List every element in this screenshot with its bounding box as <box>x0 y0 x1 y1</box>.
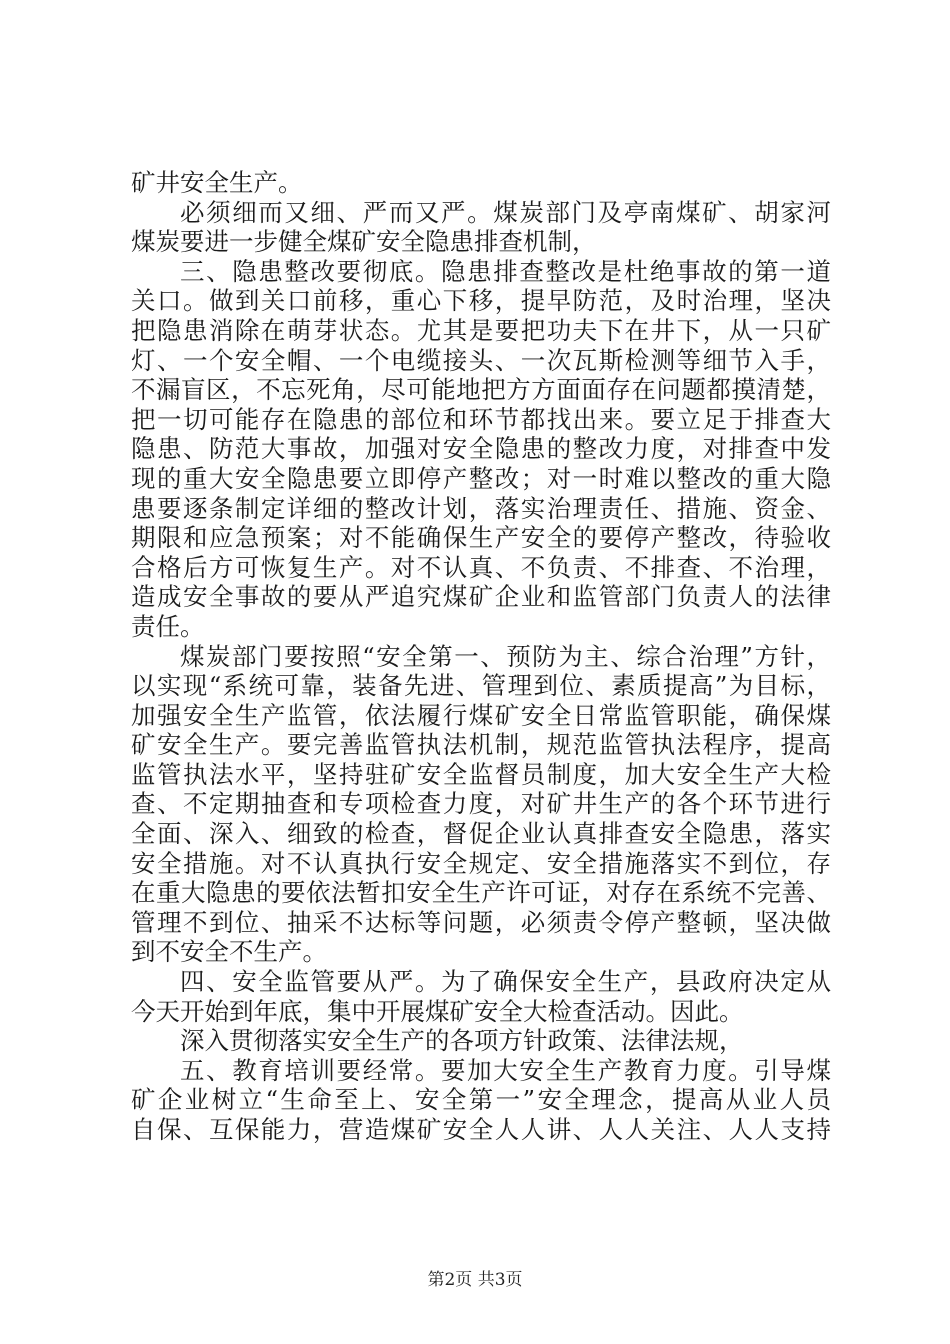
text-line: 合格后方可恢复生产。对不认真、不负责、不排查、不治理， <box>131 552 831 582</box>
text-line: 不漏盲区，不忘死角，尽可能地把方方面面存在问题都摸清楚， <box>131 375 831 405</box>
text-line: 四、安全监管要从严。为了确保安全生产，县政府决定从 <box>180 967 831 997</box>
text-line: 把隐患消除在萌芽状态。尤其是要把功夫下在井下，从一只矿 <box>131 315 831 345</box>
text-line: 以实现“系统可靠，装备先进、管理到位、素质提高”为目标， <box>131 671 831 701</box>
text-line: 在重大隐患的要依法暂扣安全生产许可证，对存在系统不完善、 <box>131 878 831 908</box>
text-line: 必须细而又细、严而又严。煤炭部门及亭南煤矿、胡家河 <box>180 197 831 227</box>
text-line: 三、隐患整改要彻底。隐患排查整改是杜绝事故的第一道 <box>180 256 831 286</box>
text-line: 今天开始到年底，集中开展煤矿安全大检查活动。因此。 <box>131 996 744 1026</box>
text-line: 关口。做到关口前移，重心下移，提早防范，及时治理，坚决 <box>131 286 831 316</box>
text-line: 监管执法水平，坚持驻矿安全监督员制度，加大安全生产大检 <box>131 759 831 789</box>
text-line: 矿安全生产。要完善监管执法机制，规范监管执法程序，提高 <box>131 730 831 760</box>
text-line: 加强安全生产监管，依法履行煤矿安全日常监管职能，确保煤 <box>131 700 831 730</box>
text-line: 管理不到位、抽采不达标等问题，必须责令停产整顿，坚决做 <box>131 907 831 937</box>
text-line: 安全措施。对不认真执行安全规定、安全措施落实不到位，存 <box>131 848 831 878</box>
text-line: 把一切可能存在隐患的部位和环节都找出来。要立足于排查大 <box>131 404 831 434</box>
text-line: 深入贯彻落实安全生产的各项方针政策、法律法规， <box>180 1026 744 1056</box>
text-line: 煤炭要进一步健全煤矿安全隐患排查机制， <box>131 227 597 257</box>
text-line: 煤炭部门要按照“安全第一、预防为主、综合治理”方针， <box>180 641 831 671</box>
text-line: 查、不定期抽查和专项检查力度，对矿井生产的各个环节进行 <box>131 789 831 819</box>
text-line: 现的重大安全隐患要立即停产整改；对一时难以整改的重大隐 <box>131 463 831 493</box>
text-line: 隐患、防范大事故，加强对安全隐患的整改力度，对排查中发 <box>131 434 831 464</box>
document-body <box>131 168 831 1145</box>
text-line: 矿井安全生产。 <box>131 168 303 197</box>
text-line: 期限和应急预案；对不能确保生产安全的要停产整改，待验收 <box>131 523 831 553</box>
text-line: 全面、深入、细致的检查，督促企业认真排查安全隐患，落实 <box>131 819 831 849</box>
text-line: 五、教育培训要经常。要加大安全生产教育力度。引导煤 <box>180 1055 831 1085</box>
text-line: 自保、互保能力，营造煤矿安全人人讲、人人关注、人人支持 <box>131 1115 831 1144</box>
text-line: 患要逐条制定详细的整改计划，落实治理责任、措施、资金、 <box>131 493 831 523</box>
text-line: 造成安全事故的要从严追究煤矿企业和监管部门负责人的法律 <box>131 582 831 612</box>
text-line: 到不安全不生产。 <box>131 937 327 967</box>
text-line: 责任。 <box>131 611 205 641</box>
text-line: 灯、一个安全帽、一个电缆接头、一次瓦斯检测等细节入手， <box>131 345 831 375</box>
page-footer: 第2页 共3页 <box>427 1270 523 1290</box>
text-line: 矿企业树立“生命至上、安全第一”安全理念，提高从业人员 <box>131 1085 831 1115</box>
